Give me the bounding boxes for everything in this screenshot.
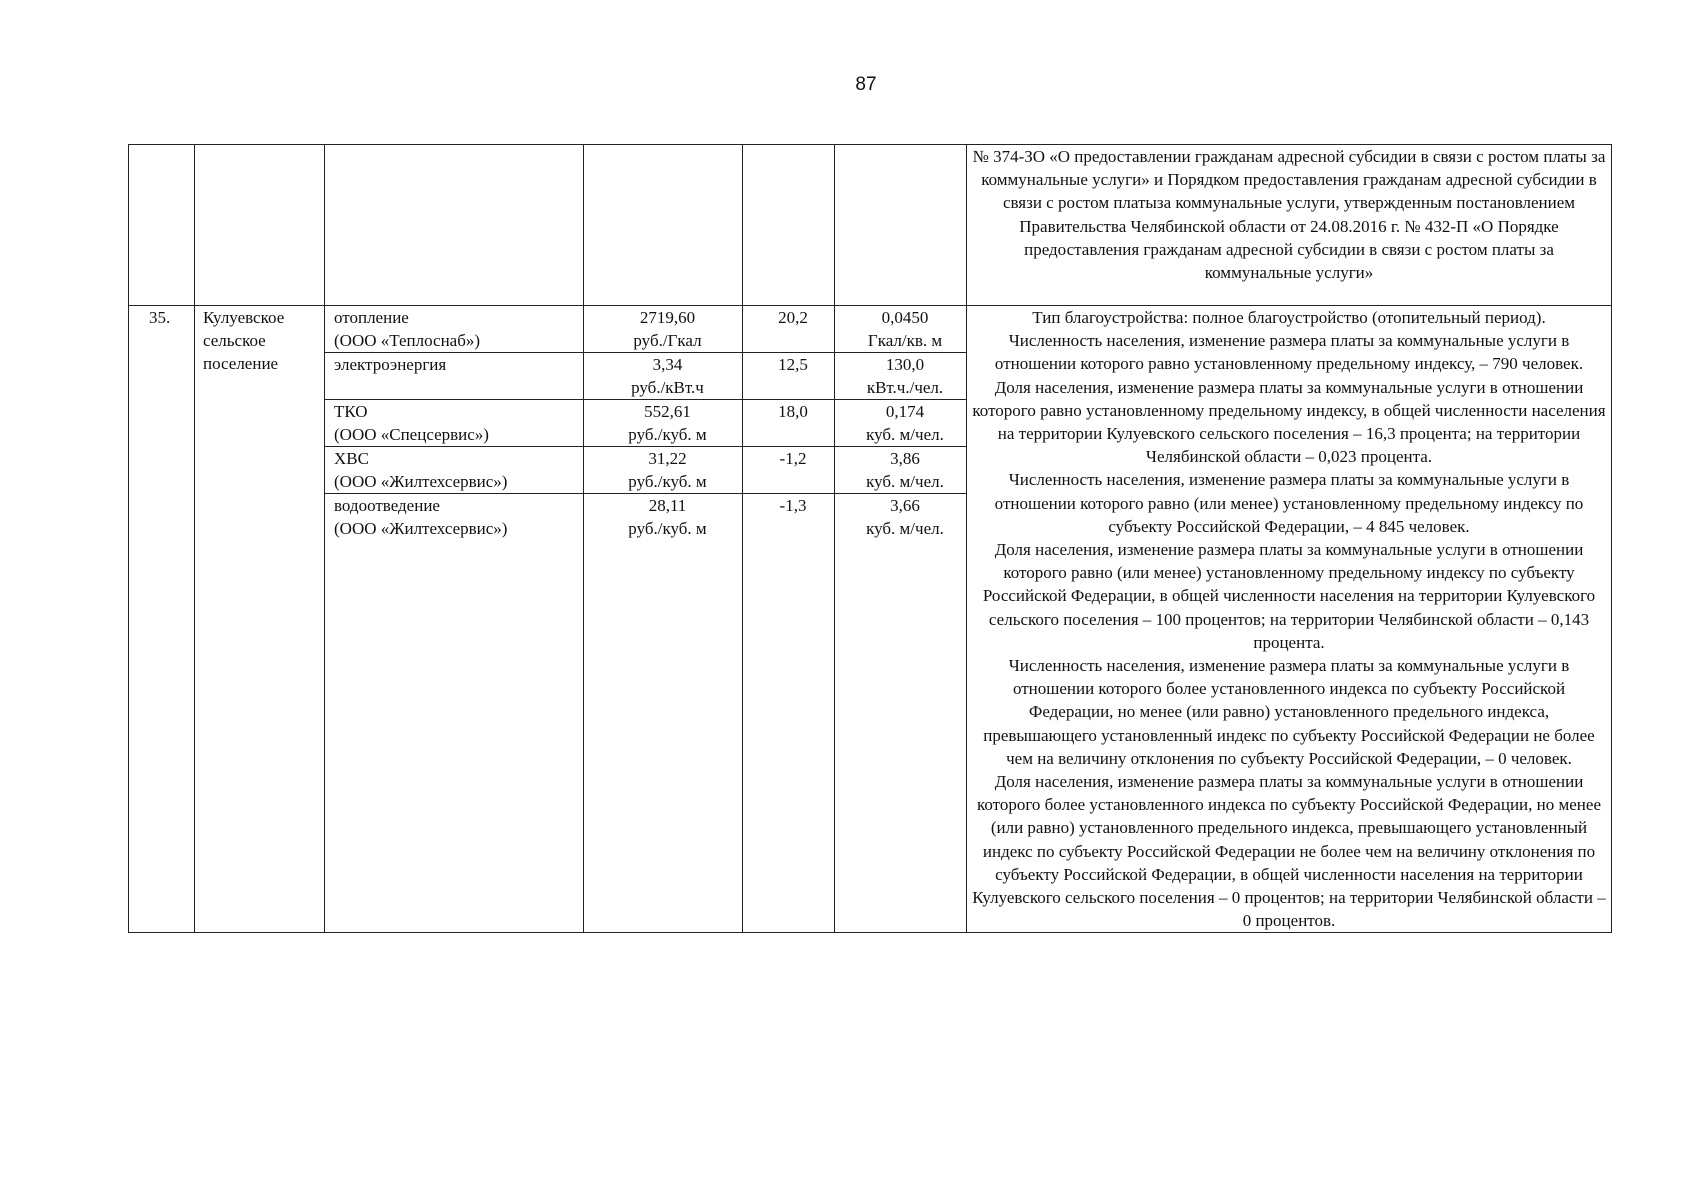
change-electricity	[743, 353, 834, 400]
change-value: -1,2	[779, 449, 807, 468]
volume-unit: кВт.ч./чел.	[866, 378, 944, 398]
note-paragraph: Тип благоустройства: полное благоустройство (отопительный период).	[1032, 308, 1546, 327]
volume-tko	[835, 400, 966, 447]
change-value: 18,0	[778, 402, 808, 421]
subsidy-table	[128, 144, 1612, 933]
tariff-value: 3,34	[652, 355, 683, 374]
service-name: электроэнергия	[334, 355, 447, 374]
tariff-value: 31,22	[648, 449, 687, 468]
volume-heating	[835, 306, 966, 353]
service-tko	[325, 400, 583, 447]
tariff-value: 28,11	[648, 496, 687, 515]
tariff-unit: руб./куб. м	[628, 472, 707, 492]
tariff-heating	[584, 306, 742, 353]
volume-sewerage	[835, 494, 966, 540]
volume-value: 3,86	[890, 449, 920, 468]
change-tko	[743, 400, 834, 447]
cell-empty	[195, 145, 325, 306]
service-name: водоотведение	[334, 496, 440, 515]
change-value: 12,5	[778, 355, 808, 374]
volume-value: 0,174	[885, 402, 925, 421]
note-paragraph: Численность населения, изменение размера платы за коммунальные услуги в отношении которого более установленного индекса по субъекту Российской Федерации, но менее (или равно) установленного предельного индекса, превышающего установленный индекс по субъекту Российской Федерации не более чем на величину отклонения по субъекту Российской Федерации, – 0 человек.	[983, 656, 1595, 768]
tariff-tko	[584, 400, 742, 447]
cell-empty	[325, 145, 584, 306]
volume-unit: Гкал/кв. м	[867, 331, 943, 351]
change-heating	[743, 306, 834, 353]
service-provider: (ООО «Жилтехсервис»)	[334, 519, 508, 539]
volume-value: 130,0	[885, 355, 925, 374]
change-sewerage	[743, 494, 834, 517]
tariff-hvs	[584, 447, 742, 494]
volume-unit: куб. м/чел.	[866, 519, 944, 539]
tariff-unit: руб./кВт.ч	[631, 378, 704, 398]
volume-value: 0,0450	[881, 308, 929, 327]
table-row-continued	[129, 145, 1612, 306]
note-paragraph: Доля населения, изменение размера платы за коммунальные услуги в отношении которого более установленного индекса по субъекту Российской Федерации, но менее (или равно) установленного предельного индекса, превышающего установленный индекс по субъекту Российской Федерации не более чем на величину отклонения по субъекту Российской Федерации, в общей численности населения на территории Кулуевского сельского поселения – 0 процентов; на территории Челябинской области – 0 процентов.	[972, 772, 1606, 931]
change-column	[743, 306, 835, 933]
volume-unit: куб. м/чел.	[866, 472, 944, 492]
service-provider: (ООО «Спецсервис»)	[334, 425, 489, 445]
service-name: отопление	[334, 308, 409, 327]
note-paragraph: Доля населения, изменение размера платы за коммунальные услуги в отношении которого равно установленному предельному индексу, в общей численности населения на территории Кулуевского сельского поселения – 16,3 процента; на территории Челябинской области – 0,023 процента.	[972, 377, 1606, 467]
note-paragraph: Численность населения, изменение размера платы за коммунальные услуги в отношении которого равно установленному предельному индексу, – 790 человек.	[994, 331, 1584, 374]
tariff-sewerage	[584, 494, 742, 540]
note-paragraph: Численность населения, изменение размера платы за коммунальные услуги в отношении которого равно (или менее) установленному предельному индексу по субъекту Российской Федерации, – 4 845 человек.	[994, 470, 1584, 536]
settlement-name: Кулуевское сельское поселение	[195, 306, 325, 933]
tariff-column	[584, 306, 743, 933]
table-row-35	[129, 306, 1612, 933]
cell-empty	[129, 145, 195, 306]
change-hvs	[743, 447, 834, 494]
notes-cell	[967, 306, 1612, 933]
service-provider: (ООО «Теплоснаб»)	[334, 331, 481, 351]
volume-value: 3,66	[890, 496, 920, 515]
tariff-value: 2719,60	[639, 308, 696, 327]
cell-empty	[743, 145, 835, 306]
service-provider: (ООО «Жилтехсервис»)	[334, 472, 508, 492]
tariff-value: 552,61	[644, 402, 691, 421]
tariff-unit: руб./куб. м	[628, 519, 707, 539]
tariff-unit: руб./Гкал	[633, 331, 702, 351]
note-paragraph: Доля населения, изменение размера платы за коммунальные услуги в отношении которого равно (или менее) установленному предельному индексу по субъекту Российской Федерации, в общей численности населения на территории Кулуевского сельского поселения – 100 процентов; на территории Челябинской области – 0,143 процента.	[982, 540, 1596, 652]
volume-hvs	[835, 447, 966, 494]
row-number: 35.	[129, 306, 195, 933]
change-value: 20,2	[778, 308, 808, 327]
volume-unit: куб. м/чел.	[866, 425, 944, 445]
cell-empty	[584, 145, 743, 306]
service-name: ХВС	[334, 449, 369, 468]
tariff-unit: руб./куб. м	[628, 425, 707, 445]
service-sewerage	[325, 494, 583, 540]
tariff-electricity	[584, 353, 742, 400]
service-name: ТКО	[334, 402, 368, 421]
service-heating	[325, 306, 583, 353]
page-number: 87	[855, 74, 877, 95]
services-column	[325, 306, 584, 933]
notes-cell-continued: № 374-ЗО «О предоставлении гражданам адресной субсидии в связи с ростом платы за коммунальные услуги» и Порядком предоставления гражданам адресной субсидии в связи с ростом платыза коммунальные услуги, утвержденным постановлением Правительства Челябинской области от 24.08.2016 г. № 432-П «О Порядке предоставления гражданам адресной субсидии в связи с ростом платы за коммунальные услуги»	[967, 145, 1612, 306]
volume-electricity	[835, 353, 966, 400]
cell-empty	[835, 145, 967, 306]
change-value: -1,3	[779, 496, 807, 515]
volume-column	[835, 306, 967, 933]
service-hvs	[325, 447, 583, 494]
service-electricity	[325, 353, 583, 400]
